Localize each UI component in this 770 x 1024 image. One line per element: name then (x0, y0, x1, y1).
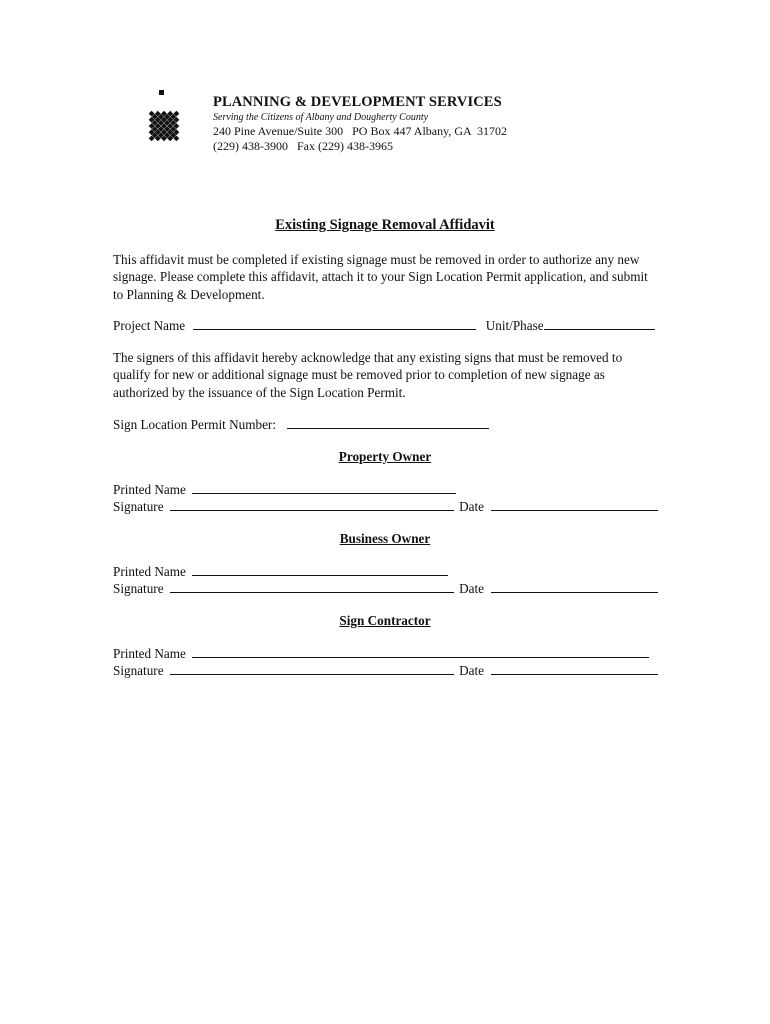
sign-contractor-name-field[interactable] (192, 645, 649, 658)
sign-contractor-heading: Sign Contractor (339, 613, 431, 628)
permit-number-row (113, 416, 489, 433)
sign-contractor-signature-field[interactable] (170, 662, 454, 675)
letterhead (213, 94, 633, 154)
business-owner-heading: Business Owner (339, 531, 431, 546)
project-name-label: Project Name (113, 318, 186, 333)
sign-contractor-date-field[interactable] (491, 662, 658, 675)
org-address: 240 Pine Avenue/Suite 300 PO Box 447 Albany, GA 31702 (213, 124, 507, 138)
property-owner-heading: Property Owner (338, 449, 432, 464)
org-name: PLANNING & DEVELOPMENT SERVICES (213, 94, 502, 110)
org-phone: (229) 438-3900 Fax (229) 438-3965 (213, 139, 393, 153)
diamond-grid-logo-icon (137, 90, 193, 152)
date-label: Date (459, 663, 485, 678)
signature-label: Signature (113, 663, 164, 678)
property-owner-name-field[interactable] (192, 481, 456, 494)
unit-phase-field[interactable] (544, 317, 655, 330)
sign-contractor-signature-row (113, 662, 658, 679)
signature-label: Signature (113, 499, 164, 514)
org-tagline: Serving the Citizens of Albany and Dougherty County (213, 112, 429, 123)
signature-label: Signature (113, 581, 164, 596)
property-owner-signature-field[interactable] (170, 498, 454, 511)
printed-name-label: Printed Name (113, 646, 186, 661)
property-owner-date-field[interactable] (491, 498, 658, 511)
intro-paragraph: This affidavit must be completed if existing signage must be removed in order to authorize any new signage. Please complete this affidavit, attach it to your Sign Location Permit application, and submit to Planning & Development. (113, 252, 648, 302)
date-label: Date (459, 499, 485, 514)
property-owner-signature-row (113, 498, 658, 515)
printed-name-label: Printed Name (113, 564, 186, 579)
date-label: Date (459, 581, 485, 596)
project-name-field[interactable] (193, 317, 476, 330)
permit-number-label: Sign Location Permit Number: (113, 417, 276, 432)
business-owner-date-field[interactable] (491, 580, 658, 593)
business-owner-signature-row (113, 580, 658, 597)
unit-phase-label: Unit/Phase (485, 318, 544, 333)
sign-contractor-name-row (113, 645, 649, 662)
business-owner-signature-field[interactable] (170, 580, 454, 593)
printed-name-label: Printed Name (113, 482, 186, 497)
business-owner-name-field[interactable] (192, 563, 448, 576)
business-owner-name-row (113, 563, 448, 580)
acknowledgement-paragraph: The signers of this affidavit hereby acknowledge that any existing signs that must be removed to qualify for new or additional signage must be removed prior to completion of new signage as authorized by the issuance of the Sign Location Permit. (113, 350, 623, 400)
document-title: Existing Signage Removal Affidavit (275, 217, 495, 233)
property-owner-name-row (113, 481, 456, 498)
project-row (113, 317, 655, 334)
permit-number-field[interactable] (287, 416, 489, 429)
